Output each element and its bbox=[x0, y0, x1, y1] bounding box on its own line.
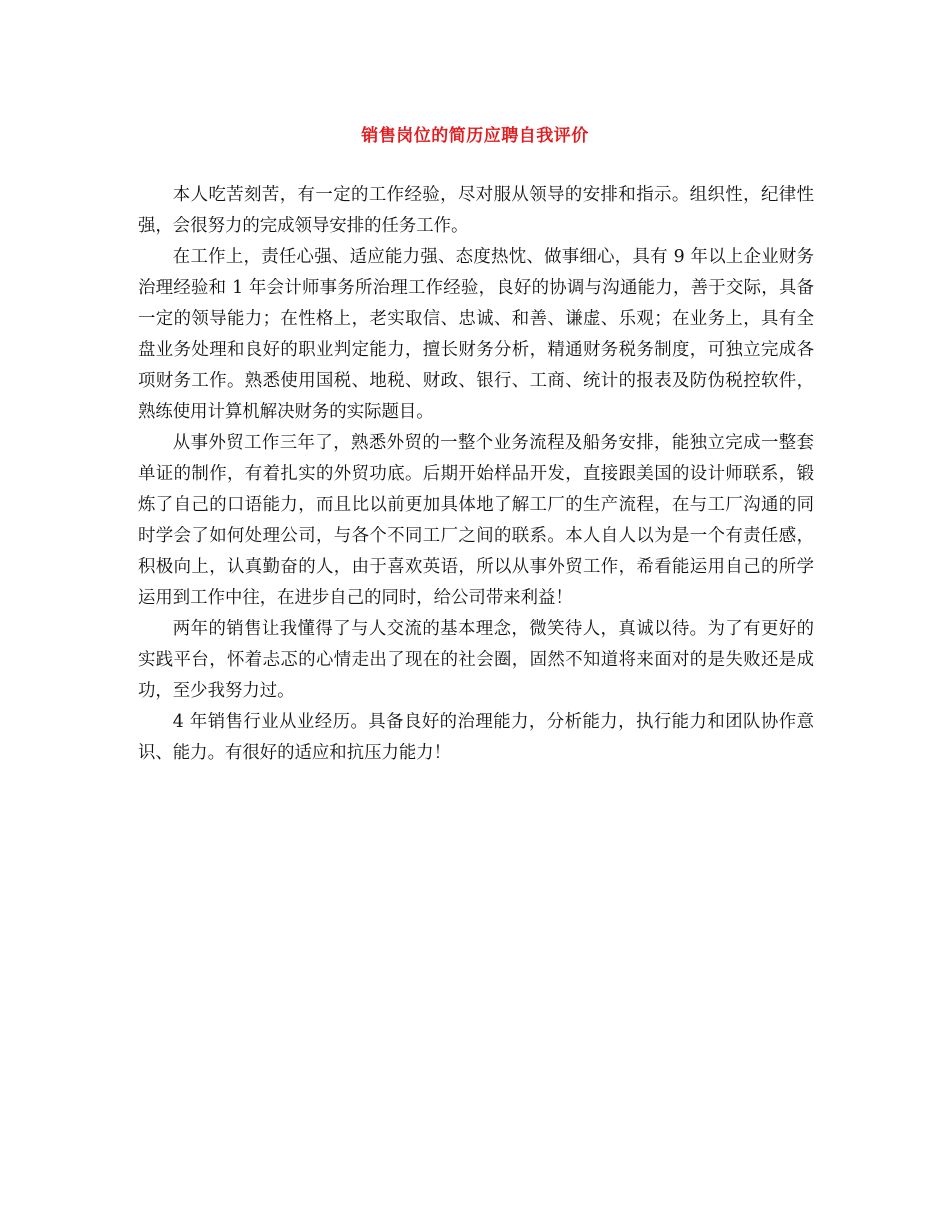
paragraph-2: 在工作上，责任心强、适应能力强、态度热忱、做事细心，具有 9 年以上企业财务治理经验和 1 年会计师事务所治理工作经验，良好的协调与沟通能力，善于交际，具备一定的领导能力；在性格上，老实取信、忠诚、和善、谦虚、乐观；在业务上，具有全盘业务处理和良好的职业判定能力，擅长财务分析，精通财务税务制度，可独立完成各项财务工作。熟悉使用国税、地税、财政、银行、工商、统计的报表及防伪税控软件，熟练使用计算机解决财务的实际题目。 bbox=[138, 247, 814, 422]
document-body bbox=[138, 180, 814, 769]
paragraph-4: 两年的销售让我懂得了与人交流的基本理念，微笑待人，真诚以待。为了有更好的实践平台，怀着忐忑的心情走出了现在的社会圈，固然不知道将来面对的是失败还是成功，至少我努力过。 bbox=[138, 619, 814, 701]
paragraph-1: 本人吃苦刻苦，有一定的工作经验，尽对服从领导的安排和指示。组织性，纪律性强，会很努力的完成领导安排的任务工作。 bbox=[138, 185, 814, 236]
paragraph-5: 4 年销售行业从业经历。具备良好的治理能力，分析能力，执行能力和团队协作意识、能力。有很好的适应和抗压力能力！ bbox=[138, 712, 814, 763]
document-title: 销售岗位的简历应聘自我评价 bbox=[361, 126, 589, 146]
paragraph-3: 从事外贸工作三年了，熟悉外贸的一整个业务流程及船务安排，能独立完成一整套单证的制作，有着扎实的外贸功底。后期开始样品开发，直接跟美国的设计师联系，锻炼了自己的口语能力，而且比以前更加具体地了解工厂的生产流程，在与工厂沟通的同时学会了如何处理公司，与各个不同工厂之间的联系。本人自人以为是一个有责任感，积极向上，认真勤奋的人，由于喜欢英语，所以从事外贸工作，希看能运用自己的所学运用到工作中往，在进步自己的同时，给公司带来利益！ bbox=[138, 433, 814, 608]
